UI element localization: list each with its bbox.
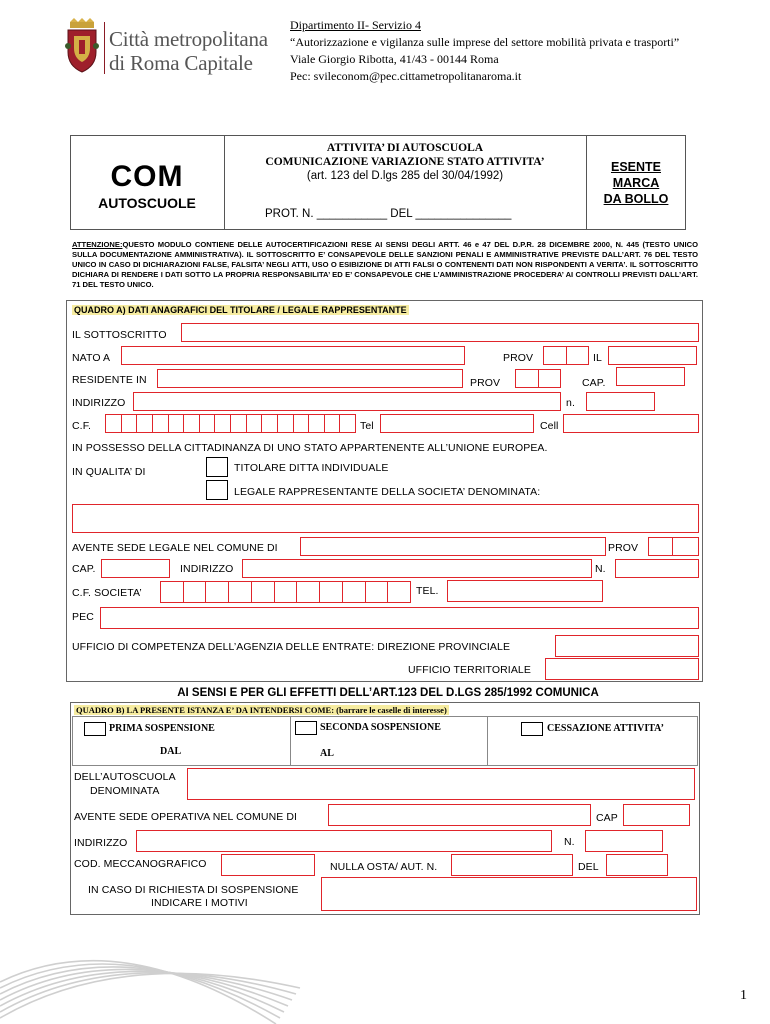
pec-field[interactable] — [100, 607, 699, 629]
sede-operativa-label: AVENTE SEDE OPERATIVA NEL COMUNE DI — [74, 811, 298, 823]
nato-a-field[interactable] — [121, 346, 465, 365]
societa-tel-field[interactable] — [447, 580, 603, 602]
prima-sospensione-checkbox[interactable] — [84, 722, 106, 736]
birth-date-field[interactable] — [608, 346, 697, 365]
indirizzo-field[interactable] — [133, 392, 561, 411]
legale-checkbox[interactable] — [206, 480, 228, 500]
sede-legale-field[interactable] — [300, 537, 606, 556]
form-title-line2: COMUNICAZIONE VARIAZIONE STATO ATTIVITA’ — [265, 156, 545, 168]
cap-b-label: CAP — [596, 812, 618, 824]
societa-cap-field[interactable] — [101, 559, 170, 578]
cell-label: Cell — [540, 420, 559, 432]
pec-label: PEC — [72, 611, 94, 623]
civic-number-label: n. — [566, 397, 575, 409]
sospensione-divider2 — [487, 716, 488, 766]
esente-line2: MARCA — [612, 176, 660, 190]
residente-label: RESIDENTE IN — [72, 374, 147, 386]
sede-prov-divider — [672, 537, 673, 556]
prima-sospensione-label: PRIMA SOSPENSIONE — [109, 723, 215, 734]
cessazione-label: CESSAZIONE ATTIVITA’ — [547, 723, 664, 734]
sede-prov-field[interactable] — [648, 537, 699, 556]
protocol-line: PROT. N. ___________ DEL _______________ — [265, 208, 512, 220]
civic-b-field[interactable] — [585, 830, 663, 852]
seconda-sospensione-label: SECONDA SOSPENSIONE — [320, 722, 441, 733]
department-subtitle: “Autorizzazione e vigilanza sulle imprese del settore mobilità privata e trasporti” — [290, 35, 680, 49]
department-address: Viale Giorgio Ribotta, 41/43 - 00144 Roma — [290, 52, 499, 66]
motivi-label-line2: INDICARE I MOTIVI — [151, 897, 248, 909]
n-b-label: N. — [564, 836, 575, 848]
societa-indirizzo-field[interactable] — [242, 559, 592, 578]
esente-line1: ESENTE — [610, 160, 661, 174]
cf-societa-label: C.F. SOCIETA’ — [72, 587, 142, 599]
residente-field[interactable] — [157, 369, 463, 388]
nulla-osta-label: NULLA OSTA/ AUT. N. — [330, 861, 438, 873]
nulla-osta-field[interactable] — [451, 854, 573, 876]
societa-civic-field[interactable] — [615, 559, 699, 578]
attention-notice — [72, 240, 698, 290]
tel2-label: TEL. — [416, 585, 439, 597]
indirizzo-b-label: INDIRIZZO — [74, 837, 128, 849]
indirizzo2-label: INDIRIZZO — [180, 563, 234, 575]
legale-label: LEGALE RAPPRESENTANTE DELLA SOCIETA’ DENOMINATA: — [234, 486, 541, 498]
titolare-checkbox[interactable] — [206, 457, 228, 477]
autoscuola-label-line1: DELL’AUTOSCUOLA — [74, 771, 176, 783]
comunica-heading: AI SENSI E PER GLI EFFETTI DELL’ART.123 DEL D.LGS 285/1992 COMUNICA — [177, 687, 599, 699]
logo-text-line1: Città metropolitana — [109, 27, 268, 51]
logo-divider — [104, 22, 105, 74]
sottoscritto-field[interactable] — [181, 323, 699, 342]
indirizzo-label: INDIRIZZO — [72, 397, 126, 409]
cf-label: C.F. — [72, 420, 92, 432]
autoscuole-title: AUTOSCUOLE — [98, 195, 196, 211]
cap-b-field[interactable] — [623, 804, 690, 826]
civic-number-field[interactable] — [586, 392, 655, 411]
decorative-swirl-graphic — [0, 958, 310, 1024]
cod-meccanografico-field[interactable] — [221, 854, 315, 876]
coat-of-arms-logo — [64, 18, 100, 74]
sede-legale-label: AVENTE SEDE LEGALE NEL COMUNE DI — [72, 542, 278, 554]
cittadinanza-text: IN POSSESSO DELLA CITTADINANZA DI UNO STATO APPARTENENTE ALL’UNIONE EUROPEA. — [72, 442, 548, 454]
il-label: IL — [593, 352, 602, 364]
autoscuola-denominazione-field[interactable] — [187, 768, 695, 800]
motivi-field[interactable] — [321, 877, 697, 911]
del-b-field[interactable] — [606, 854, 668, 876]
ufficio-territoriale-label: UFFICIO TERRITORIALE — [408, 664, 531, 676]
prov3-label: PROV — [608, 542, 639, 554]
residence-prov-divider — [538, 369, 539, 388]
sede-operativa-field[interactable] — [328, 804, 591, 826]
form-title-line3: (art. 123 del D.lgs 285 del 30/04/1992) — [306, 170, 504, 182]
direzione-provinciale-field[interactable] — [555, 635, 699, 657]
nato-a-label: NATO A — [72, 352, 111, 364]
prov-field-divider — [566, 346, 567, 365]
ufficio-territoriale-field[interactable] — [545, 658, 699, 680]
tel-label: Tel — [360, 420, 374, 432]
attention-text: QUESTO MODULO CONTIENE DELLE AUTOCERTIFICAZIONI RESE AI SENSI DEGLI ARTT. 46 e 47 DEL D.P.R. 28 DICEMBRE 2000, N. 445 (TESTO UNICO SULLA DOCUMENTAZIONE AMMINISTRATIVA). IL SOTTOSCRITTO E’ CONSAPEVOLE DELLE SANZIONI PENALI E AMMINISTRATIVE PREVISTE DALL’ART. 76 DEL TESTO UNICO IN CASO DI DICHIARAZIONI FALSE, FALSITA’ NEGLI ATTI, USO O ESIBIZIONE DI ATTI FALSI O CONTENENTI DATI NON RISPONDENTI A VERITA’. IL SOTTOSCRITTO DICHIARA DI RENDERE I DATI SOTTO LA PROPRIA RESPONSABILITA’ ED E’ CONSAPEVOLE CHE L’AMMINISTRAZIONE PROCEDERA’ AI CONTROLLI PREVISTI DALL’ART. 71 DEL TESTO UNICO. — [72, 240, 698, 289]
department-title: Dipartimento II- Servizio 4 — [290, 18, 421, 32]
denominazione-societa-field[interactable] — [72, 504, 699, 533]
sottoscritto-label: IL SOTTOSCRITTO — [72, 329, 167, 341]
cap-label: CAP. — [582, 377, 606, 389]
sospensione-divider1 — [290, 716, 291, 766]
ufficio-label: UFFICIO DI COMPETENZA DELL’AGENZIA DELLE ENTRATE: DIREZIONE PROVINCIALE — [72, 641, 511, 653]
prov2-label: PROV — [470, 377, 501, 389]
quadro-b-title: QUADRO B) LA PRESENTE ISTANZA E’ DA INTENDERSI COME: (barrare le caselle di interesse) — [76, 705, 447, 715]
form-title-line1: ATTIVITA’ DI AUTOSCUOLA — [326, 142, 484, 154]
attention-label: ATTENZIONE: — [72, 240, 123, 249]
titolare-label: TITOLARE DITTA INDIVIDUALE — [234, 462, 389, 474]
cap2-label: CAP. — [72, 563, 96, 575]
seconda-sospensione-checkbox[interactable] — [295, 721, 317, 735]
qualita-label: IN QUALITA’ DI — [72, 466, 146, 478]
page-number: 1 — [740, 988, 747, 1003]
com-title: COM — [110, 160, 184, 193]
cod-meccanografico-label: COD. MECCANOGRAFICO — [74, 858, 207, 870]
esente-line3: DA BOLLO — [603, 192, 669, 206]
cf-societa-boxes[interactable] — [160, 581, 411, 603]
codice-fiscale-boxes[interactable] — [105, 414, 356, 433]
n2-label: N. — [595, 563, 606, 575]
cap-field[interactable] — [616, 367, 685, 386]
cessazione-checkbox[interactable] — [521, 722, 543, 736]
tel-field[interactable] — [380, 414, 534, 433]
cell-field[interactable] — [563, 414, 699, 433]
al-label: AL — [320, 748, 334, 759]
autoscuola-label-line2: DENOMINATA — [90, 785, 160, 797]
dal-label: DAL — [160, 746, 182, 757]
motivi-label-line1: IN CASO DI RICHIESTA DI SOSPENSIONE — [88, 884, 299, 896]
department-pec: Pec: svileconom@pec.cittametropolitanaroma.it — [290, 69, 522, 83]
logo-text-line2: di Roma Capitale — [109, 51, 253, 75]
quadro-a-title: QUADRO A) DATI ANAGRAFICI DEL TITOLARE / LEGALE RAPPRESENTANTE — [74, 305, 407, 315]
prov-label: PROV — [503, 352, 534, 364]
del-b-label: DEL — [578, 861, 599, 873]
indirizzo-b-field[interactable] — [136, 830, 552, 852]
